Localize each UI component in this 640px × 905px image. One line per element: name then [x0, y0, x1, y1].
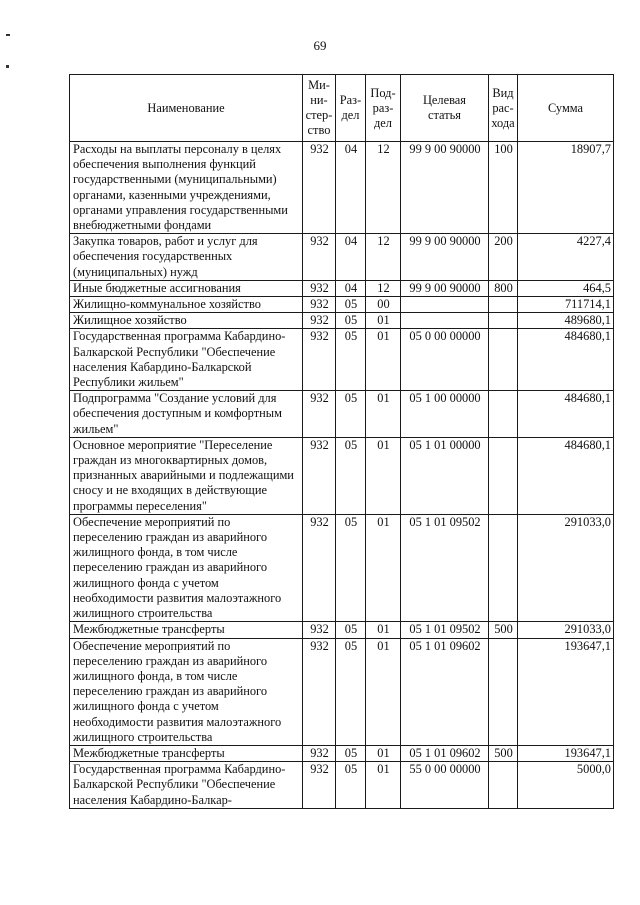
header-ministry: Ми- ни- стер- ство: [303, 75, 336, 142]
cell-target: 55 0 00 00000: [401, 762, 489, 809]
cell-target: 05 1 01 09502: [401, 514, 489, 621]
cell-sum: 291033,0: [518, 622, 614, 638]
cell-ministry: 932: [303, 329, 336, 391]
cell-ministry: 932: [303, 514, 336, 621]
cell-expense-type: [489, 297, 518, 313]
table-row: [70, 313, 614, 329]
cell-expense-type: 200: [489, 234, 518, 281]
cell-subsection: 01: [366, 638, 401, 745]
cell-section: 05: [336, 745, 366, 761]
cell-subsection: 01: [366, 313, 401, 329]
cell-name: Обеспечение мероприятий по переселению граждан из аварийного жилищного фонда, в том числе переселению граждан из аварийного жилищного фонда с учетом необходимости развития малоэтажного жилищного строительства: [70, 638, 303, 745]
cell-sum: 484680,1: [518, 329, 614, 391]
cell-target: 99 9 00 90000: [401, 142, 489, 234]
cell-subsection: 01: [366, 391, 401, 438]
cell-name: Жилищно-коммунальное хозяйство: [70, 297, 303, 313]
cell-sum: 489680,1: [518, 313, 614, 329]
cell-expense-type: [489, 514, 518, 621]
cell-name: Иные бюджетные ассигнования: [70, 280, 303, 296]
header-subsection: Под- раз- дел: [366, 75, 401, 142]
cell-section: 05: [336, 514, 366, 621]
table-row: [70, 622, 614, 638]
cell-ministry: 932: [303, 313, 336, 329]
table-row: [70, 329, 614, 391]
cell-name: Основное мероприятие "Переселение граждан из многоквартирных домов, признанных аварийными и подлежащими сносу и не входящих в действующие программы переселения": [70, 437, 303, 514]
cell-section: 05: [336, 638, 366, 745]
cell-target: [401, 297, 489, 313]
cell-name: Жилищное хозяйство: [70, 313, 303, 329]
cell-target: [401, 313, 489, 329]
cell-ministry: 932: [303, 762, 336, 809]
cell-sum: 193647,1: [518, 745, 614, 761]
cell-expense-type: 500: [489, 622, 518, 638]
cell-sum: 18907,7: [518, 142, 614, 234]
table-row: [70, 745, 614, 761]
cell-expense-type: [489, 437, 518, 514]
cell-sum: 4227,4: [518, 234, 614, 281]
scan-mark: [6, 34, 10, 36]
cell-expense-type: [489, 391, 518, 438]
table-row: [70, 391, 614, 438]
cell-name: Обеспечение мероприятий по переселению граждан из аварийного жилищного фонда, в том числе переселению граждан из аварийного жилищного фонда с учетом необходимости развития малоэтажного жилищного строительства: [70, 514, 303, 621]
cell-name: Подпрограмма "Создание условий для обеспечения доступным и комфортным жильем": [70, 391, 303, 438]
scan-mark: [6, 65, 9, 68]
cell-section: 05: [336, 313, 366, 329]
table-row: [70, 280, 614, 296]
cell-sum: 484680,1: [518, 437, 614, 514]
table-row: [70, 437, 614, 514]
cell-subsection: 12: [366, 280, 401, 296]
cell-ministry: 932: [303, 391, 336, 438]
cell-sum: 291033,0: [518, 514, 614, 621]
cell-expense-type: 500: [489, 745, 518, 761]
cell-target: 05 1 01 09502: [401, 622, 489, 638]
cell-subsection: 01: [366, 745, 401, 761]
cell-expense-type: 800: [489, 280, 518, 296]
cell-section: 04: [336, 142, 366, 234]
cell-ministry: 932: [303, 437, 336, 514]
cell-section: 04: [336, 234, 366, 281]
cell-expense-type: [489, 638, 518, 745]
cell-name: Закупка товаров, работ и услуг для обеспечения государственных (муниципальных) нужд: [70, 234, 303, 281]
cell-target: 05 1 01 09602: [401, 745, 489, 761]
cell-subsection: 12: [366, 142, 401, 234]
cell-target: 05 1 01 09602: [401, 638, 489, 745]
cell-section: 05: [336, 622, 366, 638]
cell-name: Государственная программа Кабардино-Балкарской Республики "Обеспечение населения Кабардино-Балкарской Республики жильем": [70, 329, 303, 391]
cell-target: 99 9 00 90000: [401, 280, 489, 296]
table-row: [70, 234, 614, 281]
cell-section: 05: [336, 329, 366, 391]
table-body: [70, 142, 614, 809]
cell-expense-type: [489, 313, 518, 329]
cell-sum: 464,5: [518, 280, 614, 296]
cell-name: Межбюджетные трансферты: [70, 745, 303, 761]
cell-section: 05: [336, 437, 366, 514]
table-row: [70, 142, 614, 234]
cell-target: 05 1 00 00000: [401, 391, 489, 438]
cell-name: Государственная программа Кабардино-Балкарской Республики "Обеспечение населения Кабардино-Балкар-: [70, 762, 303, 809]
cell-sum: 5000,0: [518, 762, 614, 809]
header-expense-type: Вид рас- хода: [489, 75, 518, 142]
cell-sum: 711714,1: [518, 297, 614, 313]
cell-ministry: 932: [303, 297, 336, 313]
table-row: [70, 514, 614, 621]
cell-target: 99 9 00 90000: [401, 234, 489, 281]
table-header-row: [70, 75, 614, 142]
cell-subsection: 01: [366, 762, 401, 809]
cell-section: 04: [336, 280, 366, 296]
cell-ministry: 932: [303, 745, 336, 761]
cell-subsection: 12: [366, 234, 401, 281]
page-number: 69: [313, 38, 327, 53]
cell-target: 05 0 00 00000: [401, 329, 489, 391]
header-target: Целевая статья: [401, 75, 489, 142]
cell-expense-type: [489, 762, 518, 809]
cell-subsection: 01: [366, 437, 401, 514]
budget-table: [69, 74, 614, 809]
cell-sum: 193647,1: [518, 638, 614, 745]
cell-ministry: 932: [303, 234, 336, 281]
cell-subsection: 01: [366, 622, 401, 638]
table-row: [70, 638, 614, 745]
cell-subsection: 01: [366, 514, 401, 621]
cell-expense-type: [489, 329, 518, 391]
header-name: Наименование: [70, 75, 303, 142]
cell-ministry: 932: [303, 622, 336, 638]
header-section: Раз- дел: [336, 75, 366, 142]
cell-name: Межбюджетные трансферты: [70, 622, 303, 638]
cell-subsection: 01: [366, 329, 401, 391]
cell-section: 05: [336, 762, 366, 809]
table-row: [70, 297, 614, 313]
cell-sum: 484680,1: [518, 391, 614, 438]
cell-expense-type: 100: [489, 142, 518, 234]
header-sum: Сумма: [518, 75, 614, 142]
table-row: [70, 762, 614, 809]
cell-target: 05 1 01 00000: [401, 437, 489, 514]
cell-section: 05: [336, 297, 366, 313]
cell-name: Расходы на выплаты персоналу в целях обеспечения выполнения функций государственными (муниципальными) органами, казенными учреждениями, органами управления государственными внебюджетными фондами: [70, 142, 303, 234]
cell-subsection: 00: [366, 297, 401, 313]
cell-section: 05: [336, 391, 366, 438]
cell-ministry: 932: [303, 280, 336, 296]
cell-ministry: 932: [303, 142, 336, 234]
cell-ministry: 932: [303, 638, 336, 745]
